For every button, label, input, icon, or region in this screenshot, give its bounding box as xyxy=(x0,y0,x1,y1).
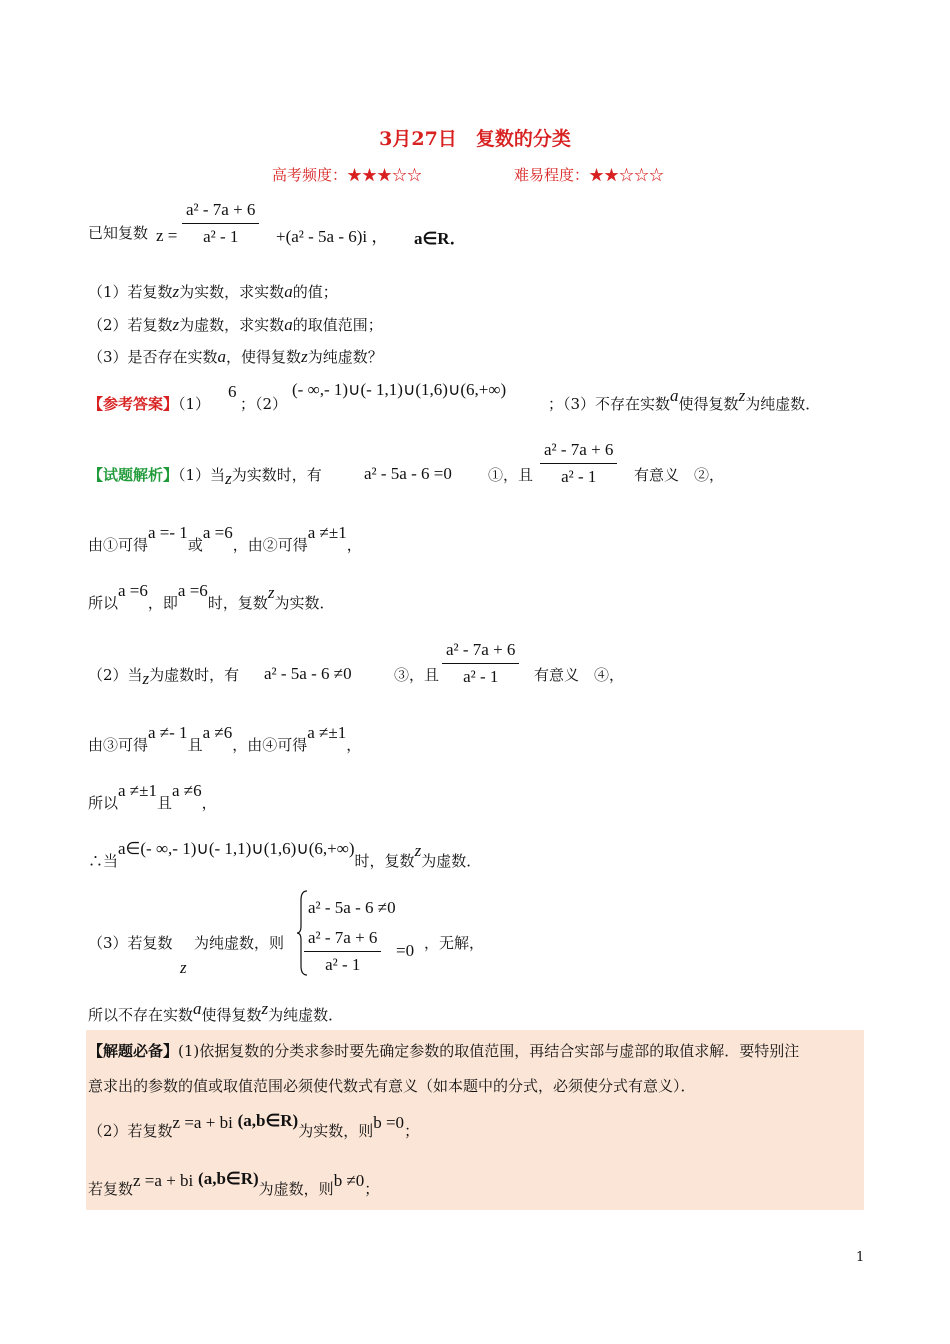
var-z: z xyxy=(738,386,746,405)
tips-line-3 xyxy=(88,1111,420,1141)
difficulty-rating: 难易程度：★★☆☆☆ xyxy=(514,166,665,184)
analysis-line-5 xyxy=(88,723,362,755)
t3-condition: (a,b∈R) xyxy=(198,1169,259,1188)
analysis-line-3 xyxy=(88,581,335,613)
tips-line-4 xyxy=(88,1169,380,1199)
l3-text-d: 为实数． xyxy=(274,594,335,612)
fraction-denominator: a² - 1 xyxy=(325,955,361,974)
l5-text-b: 且 xyxy=(187,736,203,754)
t2-text-b: 为实数，则 xyxy=(298,1122,374,1140)
fraction-bar xyxy=(540,463,617,464)
var-z: z xyxy=(301,347,308,366)
l3-text-a: 所以 xyxy=(88,594,119,612)
l9-text-a: 所以不存在实数 xyxy=(88,1006,194,1024)
q3-text-a: （3）是否存在实数 xyxy=(88,348,218,366)
answer-part4-text: 使得复数 xyxy=(678,395,739,413)
var-z: z xyxy=(172,282,180,301)
answer-part2: ；（2） xyxy=(240,395,288,413)
answer-line xyxy=(88,393,210,414)
l5-math-1: a ≠- 1 xyxy=(148,723,188,742)
var-a: a xyxy=(284,282,293,301)
fraction-denominator: a² - 1 xyxy=(561,467,597,486)
q3-text-b: ，使得复数 xyxy=(226,348,302,366)
problem-intro: 已知复数 xyxy=(88,224,149,242)
var-z: z xyxy=(414,841,422,860)
l2-text-b: 或 xyxy=(187,536,203,554)
t2-math-2: b =0 xyxy=(373,1113,405,1132)
answer-value-1: 6 xyxy=(228,382,237,401)
l6-text-c: ， xyxy=(201,794,217,812)
l5-math-3: a ≠±1 xyxy=(307,723,347,742)
t3-text-a: 若复数 xyxy=(88,1180,134,1198)
var-a: a xyxy=(284,315,293,334)
t2-text-c: ； xyxy=(404,1122,420,1140)
s2-fraction xyxy=(442,640,519,687)
l6-math-2: a ≠6 xyxy=(172,781,202,800)
fraction-bar xyxy=(304,951,381,952)
analysis-line-4 xyxy=(88,664,240,688)
analysis-line-6 xyxy=(88,781,217,813)
l2-math-2: a =6 xyxy=(202,523,233,542)
q1-text-a: （1）若复数 xyxy=(88,283,173,301)
s3-equals-zero: =0 xyxy=(396,941,415,960)
page-number: 1 xyxy=(856,1250,865,1265)
s1-fraction xyxy=(540,440,617,487)
answer-part3 xyxy=(548,386,821,414)
s3-fraction xyxy=(304,928,381,975)
question-2 xyxy=(88,314,383,335)
fraction-numerator: a² - 7a + 6 xyxy=(308,928,378,947)
s3-text-a: （3）若复数 xyxy=(88,934,173,952)
fraction-numerator: a² - 7a + 6 xyxy=(544,440,614,459)
t3-text-b: 为虚数，则 xyxy=(258,1180,334,1198)
l5-text-d: ， xyxy=(346,736,362,754)
analysis-line-2 xyxy=(88,523,362,555)
q2-text-a: （2）若复数 xyxy=(88,316,173,334)
z-equals: z = xyxy=(156,226,178,245)
l5-math-2: a ≠6 xyxy=(202,723,233,742)
fraction-denominator: a² - 1 xyxy=(203,227,239,246)
l6-text-a: 所以 xyxy=(88,794,119,812)
answer-part5-text: 为纯虚数． xyxy=(745,395,821,413)
l3-math-1: a =6 xyxy=(118,581,148,600)
tips-line-1 xyxy=(88,1040,799,1061)
var-z: z xyxy=(180,958,187,977)
l3-text-c: 时，复数 xyxy=(207,594,268,612)
s1-text-d: 有意义 ②， xyxy=(634,466,725,484)
analysis-line-9 xyxy=(88,999,344,1025)
t3-math: z =a + bi xyxy=(133,1171,194,1190)
l5-text-a: 由③可得 xyxy=(88,736,149,754)
var-z: z xyxy=(267,583,275,602)
domain-condition: a∈R． xyxy=(414,229,467,248)
s1-text-b: 为实数时，有 xyxy=(231,466,322,484)
t2-math: z =a + bi xyxy=(172,1113,233,1132)
imaginary-part: +(a² - 5a - 6)i ， xyxy=(276,227,389,246)
fraction-numerator: a² - 7a + 6 xyxy=(186,200,256,219)
var-z: z xyxy=(142,669,150,688)
tips-text-1: (1)依据复数的分类求参时要先确定参数的取值范围，再结合实部与虚部的取值求解．要特别注 xyxy=(178,1042,800,1060)
fraction-numerator: a² - 7a + 6 xyxy=(446,640,516,659)
question-1 xyxy=(88,281,338,302)
fraction-bar xyxy=(442,663,519,664)
l3-text-b: ，即 xyxy=(147,594,178,612)
analysis-line-7 xyxy=(88,839,482,871)
l3-math-2: a =6 xyxy=(177,581,208,600)
l5-text-c: ，由④可得 xyxy=(232,736,308,754)
q2-text-b: 为虚数，求实数 xyxy=(179,316,285,334)
l2-math-1: a =- 1 xyxy=(148,523,188,542)
s2-text-a: （2）当 xyxy=(88,666,143,684)
s2-text-d: 有意义 ④， xyxy=(534,666,625,684)
s1-equation: a² - 5a - 6 =0 xyxy=(364,464,452,483)
var-z: z xyxy=(172,315,180,334)
l2-text-d: ， xyxy=(346,536,362,554)
var-z: z xyxy=(225,469,232,488)
l9-text-c: 为纯虚数． xyxy=(268,1006,344,1024)
answer-value-2: (- ∞,- 1)∪(- 1,1)∪(1,6)∪(6,+∞) xyxy=(292,380,507,399)
s2-equation: a² - 5a - 6 ≠0 xyxy=(264,664,352,683)
s2-text-c: ③，且 xyxy=(394,666,440,684)
l2-math-3: a ≠±1 xyxy=(307,523,347,542)
l7-text-c: 为虚数． xyxy=(421,852,482,870)
question-3 xyxy=(88,346,383,367)
l7-math: a∈(- ∞,- 1)∪(- 1,1)∪(1,6)∪(6,+∞) xyxy=(118,839,355,858)
answer-label: 【参考答案】 xyxy=(88,395,179,413)
var-a: a xyxy=(193,999,202,1018)
t2-condition: (a,b∈R) xyxy=(237,1111,299,1130)
var-a: a xyxy=(217,347,227,366)
l2-text-a: 由①可得 xyxy=(88,536,149,554)
l9-text-b: 使得复数 xyxy=(201,1006,262,1024)
s3-system-line-1: a² - 5a - 6 ≠0 xyxy=(308,898,396,917)
l6-text-b: 且 xyxy=(156,794,172,812)
fraction-bar xyxy=(182,223,259,224)
page-title: 3月27日 复数的分类 xyxy=(379,128,571,150)
s3-text-b: 为纯虚数，则 xyxy=(194,934,285,952)
q1-text-b: 为实数，求实数 xyxy=(179,283,285,301)
tips-label: 【解题必备】 xyxy=(88,1042,179,1060)
problem-fraction xyxy=(182,200,259,247)
frequency-rating: 高考频度：★★★☆☆ xyxy=(272,166,423,184)
q2-text-c: 的取值范围； xyxy=(292,316,383,334)
q1-text-c: 的值； xyxy=(292,283,338,301)
s1-text-c: ①，且 xyxy=(488,466,534,484)
s1-text-a: （1）当 xyxy=(178,466,226,484)
analysis-line-1 xyxy=(88,464,322,488)
q3-text-c: 为纯虚数？ xyxy=(307,348,383,366)
fraction-denominator: a² - 1 xyxy=(463,667,499,686)
answer-part3-text: ；（3）不存在实数 xyxy=(548,395,671,413)
t3-text-c: ； xyxy=(364,1180,380,1198)
l2-text-c: ，由②可得 xyxy=(232,536,308,554)
tips-line-2: 意求出的参数的值或取值范围必须使代数式有意义（如本题中的分式，必须使分式有意义）． xyxy=(88,1077,696,1095)
t3-math-2: b ≠0 xyxy=(333,1171,365,1190)
s3-text-c: ，无解， xyxy=(424,934,485,952)
l7-text-a: ∴当 xyxy=(88,852,119,870)
var-a: a xyxy=(670,386,679,405)
l7-text-b: 时，复数 xyxy=(354,852,415,870)
t2-text-a: （2）若复数 xyxy=(88,1122,173,1140)
var-z: z xyxy=(261,999,269,1018)
s2-text-b: 为虚数时，有 xyxy=(149,666,240,684)
analysis-label: 【试题解析】 xyxy=(88,466,179,484)
l6-math-1: a ≠±1 xyxy=(118,781,157,800)
answer-part1: （1） xyxy=(178,395,211,413)
